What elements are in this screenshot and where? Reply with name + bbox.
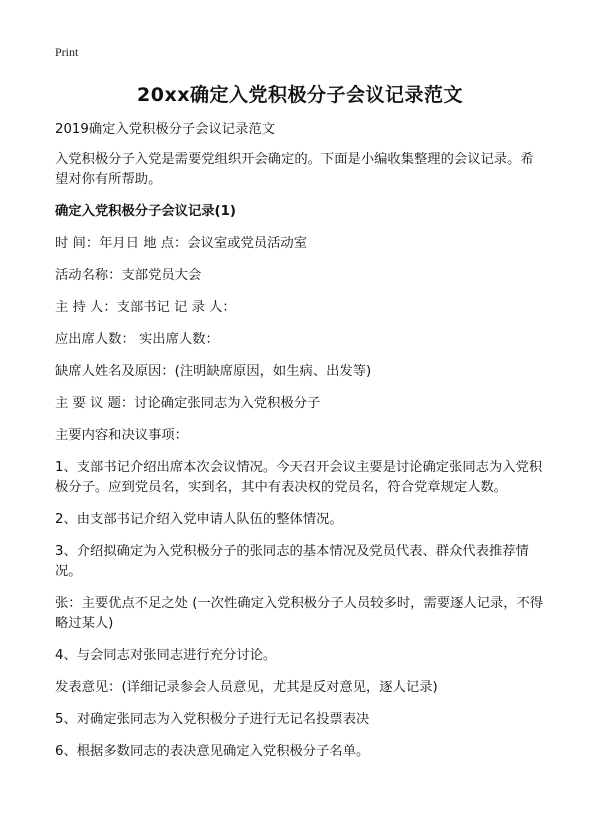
content-resolutions-label: 主要内容和决议事项： (55, 428, 188, 443)
agenda-item-4: 4、与会同志对张同志进行充分讨论。 (55, 648, 277, 663)
agenda-item-2: 2、由支部书记介绍入党申请人队伍的整体情况。 (55, 512, 343, 527)
agenda-item-5: 5、对确定张同志为入党积极分子进行无记名投票表决 (55, 712, 370, 727)
candidate-evaluation: 张：主要优点不足之处 (一次性确定入党积极分子人员较多时，需要逐人记录，不得略过某人) (55, 596, 544, 631)
section-heading: 确定入党积极分子会议记录(1) (55, 204, 236, 219)
activity-name: 活动名称：支部党员大会 (55, 268, 202, 283)
attendance-count: 应出席人数： 实出席人数： (55, 332, 219, 347)
agenda-item-1: 1、支部书记介绍出席本次会议情况。今天召开会议主要是讨论确定张同志为入党积极分子。应到党员名，实到名，其中有表决权的党员名，符合党章规定人数。 (55, 460, 543, 495)
document-subtitle: 2019确定入党积极分子会议记录范文 (55, 122, 275, 137)
opinions: 发表意见：(详细记录参会人员意见，尤其是反对意见，逐人记录) (55, 680, 438, 695)
print-label: Print (55, 45, 79, 59)
agenda-item-6: 6、根据多数同志的表决意见确定入党积极分子名单。 (55, 744, 370, 759)
intro-paragraph: 入党积极分子入党是需要党组织开会确定的。下面是小编收集整理的会议记录。希望对你有所帮助。 (55, 152, 534, 187)
absentees: 缺席人姓名及原因：(注明缺席原因，如生病、出发等) (55, 364, 372, 379)
meeting-time-location: 时 间：年月日 地 点：会议室或党员活动室 (55, 236, 308, 251)
document-title: 20xx确定入党积极分子会议记录范文 (137, 84, 463, 106)
main-topic: 主 要 议 题：讨论确定张同志为入党积极分子 (55, 396, 321, 411)
document-body (55, 120, 545, 774)
host-recorder: 主 持 人：支部书记 记 录 人： (55, 300, 236, 315)
agenda-item-3: 3、介绍拟确定为入党积极分子的张同志的基本情况及党员代表、群众代表推荐情况。 (55, 544, 529, 579)
